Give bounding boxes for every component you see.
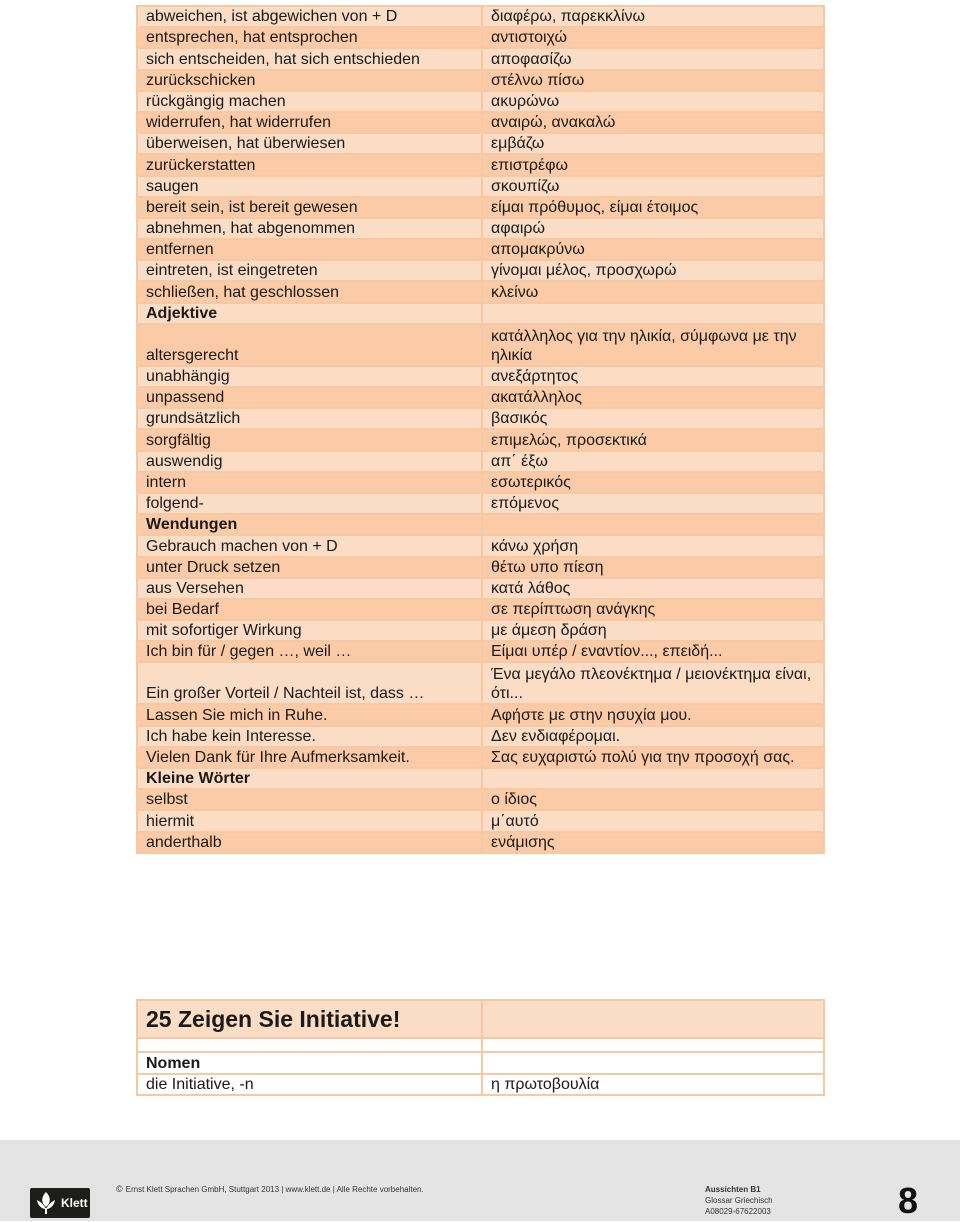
german-term: entfernen	[137, 239, 482, 260]
section-title-empty-cell	[482, 1000, 824, 1038]
klett-logo[interactable]	[30, 1188, 90, 1218]
section-title: 25 Zeigen Sie Initiative!	[137, 1000, 482, 1038]
german-term: die Initiative, -n	[137, 1074, 482, 1096]
german-term: altersgerecht	[137, 324, 482, 366]
german-term: sorgfältig	[137, 429, 482, 450]
german-term: saugen	[137, 176, 482, 197]
table-row	[137, 176, 824, 197]
book-info	[705, 1184, 773, 1217]
greek-translation: Είμαι υπέρ / εναντίον..., επειδή...	[482, 641, 824, 662]
table-row	[137, 451, 824, 472]
table-row	[137, 197, 824, 218]
german-term: auswendig	[137, 451, 482, 472]
greek-translation: αναιρώ, ανακαλώ	[482, 112, 824, 133]
copyright-icon: ©	[116, 1184, 123, 1194]
greek-translation: απομακρύνω	[482, 239, 824, 260]
copyright-line	[116, 1184, 424, 1194]
german-term: sich entscheiden, hat sich entschieden	[137, 48, 482, 69]
table-row	[137, 1074, 824, 1096]
greek-translation: ακατάλληλος	[482, 387, 824, 408]
german-term: mit sofortiger Wirkung	[137, 620, 482, 641]
german-term: widerrufen, hat widerrufen	[137, 112, 482, 133]
german-term: eintreten, ist eingetreten	[137, 260, 482, 281]
german-term: abweichen, ist abgewichen von + D	[137, 6, 482, 27]
klett-leaf-icon	[34, 1191, 58, 1215]
greek-translation: η πρωτοβουλία	[482, 1074, 824, 1096]
table-row	[137, 493, 824, 514]
german-term: Ich habe kein Interesse.	[137, 726, 482, 747]
table-row	[137, 112, 824, 133]
german-term: selbst	[137, 789, 482, 810]
section-heading: Kleine Wörter	[137, 768, 482, 789]
book-title: Aussichten B1	[705, 1185, 761, 1194]
greek-translation: αφαιρώ	[482, 218, 824, 239]
page-footer	[0, 1140, 960, 1221]
table-row	[137, 789, 824, 810]
german-term: Gebrauch machen von + D	[137, 535, 482, 556]
table-row	[137, 260, 824, 281]
greek-translation: διαφέρω, παρεκκλίνω	[482, 6, 824, 27]
german-term: Vielen Dank für Ihre Aufmerksamkeit.	[137, 747, 482, 768]
book-code: A08029-67622003	[705, 1207, 771, 1216]
greek-translation: Αφήστε με στην ησυχία μου.	[482, 704, 824, 725]
greek-translation: αντιστοιχώ	[482, 27, 824, 48]
copyright-text: Ernst Klett Sprachen GmbH, Stuttgart 2013 | www.klett.de | Alle Rechte vorbehalten.	[125, 1185, 424, 1194]
greek-translation: μ΄αυτό	[482, 810, 824, 831]
greek-translation: κάνω χρήση	[482, 535, 824, 556]
section-heading: Wendungen	[137, 514, 482, 535]
section-heading-row	[137, 514, 824, 535]
section-heading: Adjektive	[137, 303, 482, 324]
greek-translation: επιστρέφω	[482, 154, 824, 175]
greek-translation: επόμενος	[482, 493, 824, 514]
glossary-body	[137, 6, 824, 853]
section-subheading: Nomen	[137, 1052, 482, 1074]
greek-translation: εμβάζω	[482, 133, 824, 154]
greek-translation: Σας ευχαριστώ πολύ για την προσοχή σας.	[482, 747, 824, 768]
german-term: überweisen, hat überwiesen	[137, 133, 482, 154]
german-term: Lassen Sie mich in Ruhe.	[137, 704, 482, 725]
greek-translation: γίνομαι μέλος, προσχωρώ	[482, 260, 824, 281]
german-term: hiermit	[137, 810, 482, 831]
table-row	[137, 281, 824, 302]
book-subtitle: Glossar Griechisch	[705, 1196, 773, 1205]
section-heading-row	[137, 303, 824, 324]
german-term: aus Versehen	[137, 578, 482, 599]
glossary-table	[136, 5, 825, 854]
table-row	[137, 620, 824, 641]
table-row	[137, 27, 824, 48]
greek-translation: είμαι πρόθυμος, είμαι έτοιμος	[482, 197, 824, 218]
table-row	[137, 662, 824, 704]
german-term: entsprechen, hat entsprochen	[137, 27, 482, 48]
table-row	[137, 557, 824, 578]
greek-translation	[482, 303, 824, 324]
table-row	[137, 133, 824, 154]
spacer-row	[137, 1038, 824, 1052]
table-row	[137, 810, 824, 831]
table-row	[137, 704, 824, 725]
table-row	[137, 218, 824, 239]
section-25-table	[136, 999, 825, 1096]
german-term: anderthalb	[137, 832, 482, 853]
logo-text: Klett	[61, 1196, 88, 1210]
german-term: schließen, hat geschlossen	[137, 281, 482, 302]
greek-translation: εσωτερικός	[482, 472, 824, 493]
greek-translation: ανεξάρτητος	[482, 366, 824, 387]
greek-translation: κλείνω	[482, 281, 824, 302]
greek-translation: κατάλληλος για την ηλικία, σύμφωνα με την ηλικία	[482, 324, 824, 366]
german-term: Ein großer Vorteil / Nachteil ist, dass …	[137, 662, 482, 704]
table-row	[137, 578, 824, 599]
german-term: zurückschicken	[137, 70, 482, 91]
german-term: grundsätzlich	[137, 408, 482, 429]
german-term: zurückerstatten	[137, 154, 482, 175]
german-term: unter Druck setzen	[137, 557, 482, 578]
german-term: intern	[137, 472, 482, 493]
german-term: rückgängig machen	[137, 91, 482, 112]
german-term: abnehmen, hat abgenommen	[137, 218, 482, 239]
german-term: folgend-	[137, 493, 482, 514]
greek-translation: βασικός	[482, 408, 824, 429]
table-row	[137, 535, 824, 556]
german-term: Ich bin für / gegen …, weil …	[137, 641, 482, 662]
greek-translation: απ΄ έξω	[482, 451, 824, 472]
table-row	[137, 387, 824, 408]
table-row	[137, 48, 824, 69]
table-row	[137, 324, 824, 366]
greek-translation: Ένα μεγάλο πλεονέκτημα / μειονέκτημα είναι, ότι...	[482, 662, 824, 704]
greek-translation: Δεν ενδιαφέρομαι.	[482, 726, 824, 747]
table-row	[137, 366, 824, 387]
table-row	[137, 91, 824, 112]
table-row	[137, 599, 824, 620]
section-subheading-row	[137, 1052, 824, 1074]
greek-translation: αποφασίζω	[482, 48, 824, 69]
greek-translation: ενάμισης	[482, 832, 824, 853]
greek-translation: θέτω υπο πίεση	[482, 557, 824, 578]
table-row	[137, 429, 824, 450]
table-row	[137, 726, 824, 747]
greek-translation: ο ίδιος	[482, 789, 824, 810]
german-term: bereit sein, ist bereit gewesen	[137, 197, 482, 218]
table-row	[137, 154, 824, 175]
greek-translation	[482, 768, 824, 789]
greek-translation	[482, 514, 824, 535]
greek-translation: ακυρώνω	[482, 91, 824, 112]
german-term: unpassend	[137, 387, 482, 408]
table-row	[137, 472, 824, 493]
table-row	[137, 832, 824, 853]
greek-translation: σκουπίζω	[482, 176, 824, 197]
german-term: unabhängig	[137, 366, 482, 387]
table-row	[137, 747, 824, 768]
german-term: bei Bedarf	[137, 599, 482, 620]
section-heading-row	[137, 768, 824, 789]
greek-translation: κατά λάθος	[482, 578, 824, 599]
table-row	[137, 408, 824, 429]
greek-translation: στέλνω πίσω	[482, 70, 824, 91]
table-row	[137, 239, 824, 260]
table-row	[137, 641, 824, 662]
page-number: 8	[898, 1180, 919, 1221]
greek-translation: σε περίπτωση ανάγκης	[482, 599, 824, 620]
table-row	[137, 70, 824, 91]
table-row	[137, 6, 824, 27]
greek-translation: με άμεση δράση	[482, 620, 824, 641]
greek-translation: επιμελώς, προσεκτικά	[482, 429, 824, 450]
section-title-row	[137, 1000, 824, 1038]
